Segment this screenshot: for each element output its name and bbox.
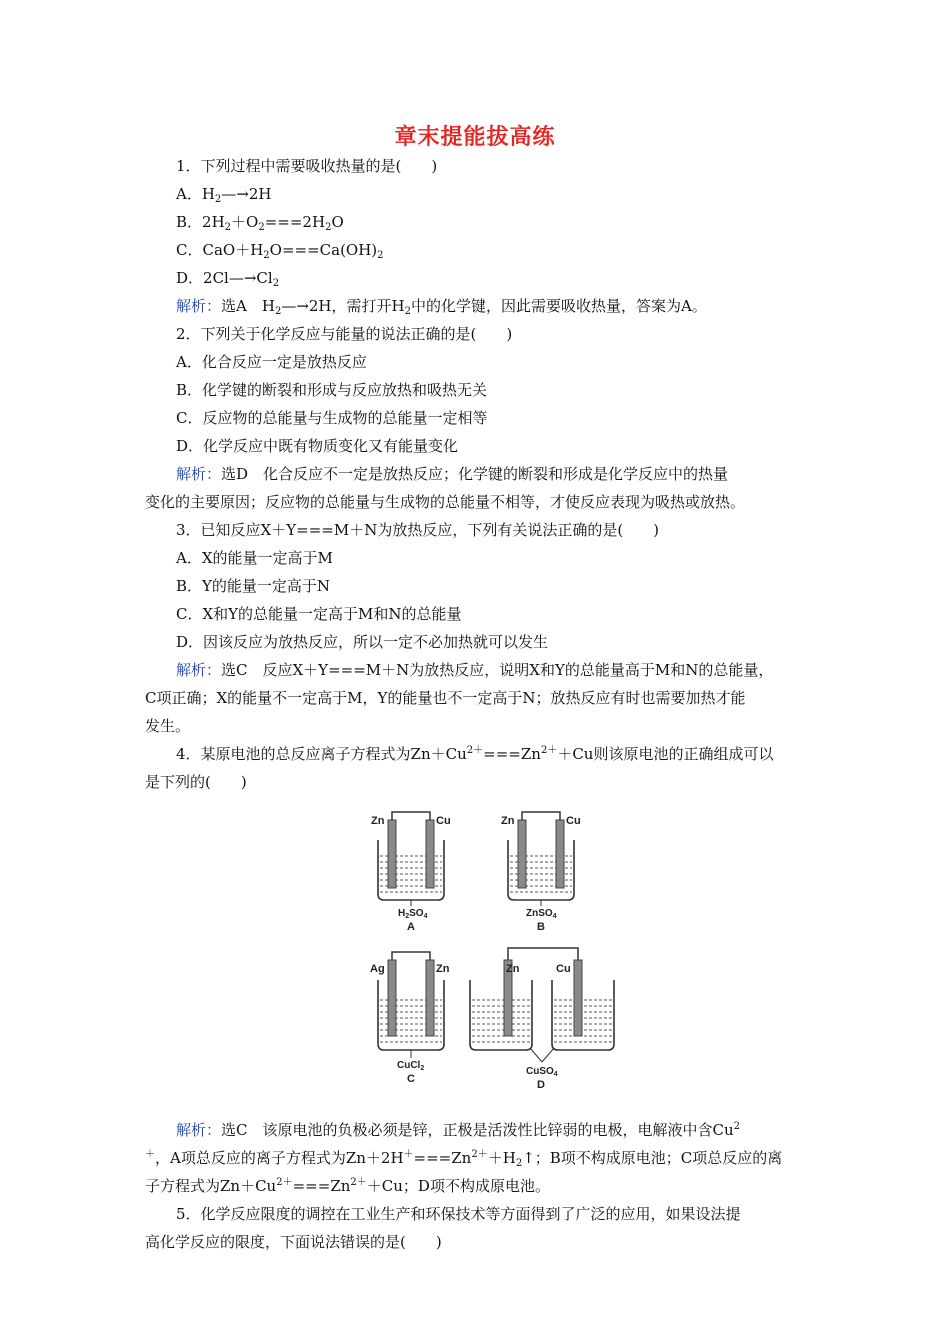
q4-stem-line2: 是下列的( ) [145,773,247,791]
electrode-label-a-right: Cu [436,815,451,827]
electrode-label-b-left: Zn [501,815,515,827]
q1-option-a: A．$H_2—\to 2H$ [176,185,272,205]
q1-analysis: 解析：选A $H_2—\to 2H$，需打开$H_2$中的化学键，因此需要吸收热量，答案为A。 [176,297,707,317]
q3-stem: 3．已知反应X＋Y===M＋N为放热反应，下列有关说法正确的是( ) [176,521,660,539]
electrode-c-left [388,960,396,1036]
electrode-label-d-right: Cu [556,963,571,975]
q3-option-b: B．Y的能量一定高于N [176,577,331,595]
q2-option-a: A．化合反应一定是放热反应 [176,353,367,371]
electrode-label-d-left: Zn [506,963,520,975]
electrode-c-right [426,960,434,1036]
setup-letter-b: B [537,921,545,933]
electrode-label-c-left: Ag [370,963,385,975]
analysis-label: 解析： [176,297,222,315]
electrode-label-a-left: Zn [371,815,385,827]
wire-a [392,812,430,822]
electrolyte-d: CuSO$_4$ [526,1066,558,1078]
setup-letter-c: C [407,1073,415,1085]
q4-analysis-line3: 子方程式为$Zn+Cu^{2+}===Zn^{2+}+Cu$；D项不构成原电池。 [145,1177,550,1195]
cell-setup-b [501,812,581,933]
wire-d [508,948,578,962]
analysis-label: 解析： [176,661,222,679]
q1-option-b: B．$2H_2+O_2===2H_2O$ [176,213,344,233]
electrode-label-b-right: Cu [566,815,581,827]
wire-b [522,812,560,822]
beaker-d-left [470,980,532,1050]
q5-stem-line1: 5．化学反应限度的调控在工业生产和环保技术等方面得到了广泛的应用，如果设法提 [176,1205,741,1223]
q4-stem-line1: 4．某原电池的总反应离子方程式为$Zn+Cu^{2+}===Zn^{2+}+Cu$则该原电池的正确组成可以 [176,745,774,763]
cell-setup-a [371,812,451,933]
q1-stem: 1．下列过程中需要吸收热量的是( ) [176,157,438,175]
electrolyte-c: CuCl$_2$ [397,1060,425,1072]
analysis-label: 解析： [176,465,222,483]
q2-option-d: D．化学反应中既有物质变化又有能量变化 [176,437,459,455]
electrode-a-right [426,820,434,888]
page-title: 章末提能拔高练 [394,125,556,150]
beaker-d-right [552,980,614,1050]
electrode-b-left [518,820,526,888]
q5-stem-line2: 高化学反应的限度，下面说法错误的是( ) [145,1233,442,1251]
q3-analysis-line3: 发生。 [145,717,191,735]
q3-analysis-line2: C项正确；X的能量不一定高于M，Y的能量也不一定高于N；放热反应有时也需要加热才能 [145,689,746,707]
electrode-d-right [574,960,582,1036]
setup-letter-a: A [407,921,415,933]
electrode-b-right [556,820,564,888]
wire-c [392,952,430,962]
q3-analysis-line1: 解析：选C 反应X＋Y===M＋N为放热反应，说明X和Y的总能量高于M和N的总能量， [176,661,774,679]
q2-analysis-line2: 变化的主要原因；反应物的总能量与生成物的总能量不相等，才使反应表现为吸热或放热。 [145,493,746,511]
electrolyte-b: ZnSO$_4$ [526,908,557,920]
cell-setup-c [370,952,450,1085]
galvanic-cell-figure [360,800,620,1118]
electrode-label-c-right: Zn [436,963,450,975]
analysis-label: 解析： [176,1121,222,1139]
q3-option-c: C．X和Y的总能量一定高于M和N的总能量 [176,605,462,623]
cell-setup-d [470,948,614,1091]
q2-analysis-line1: 解析：选D 化合反应不一定是放热反应；化学键的断裂和形成是化学反应中的热量 [176,465,729,483]
q2-stem: 2．下列关于化学反应与能量的说法正确的是( ) [176,325,513,343]
q2-option-c: C．反应物的总能量与生成物的总能量一定相等 [176,409,488,427]
q1-option-c: C．$CaO+H_2O===Ca(OH)_2$ [176,241,384,261]
electrode-a-left [388,820,396,888]
q2-option-b: B．化学键的断裂和形成与反应放热和吸热无关 [176,381,488,399]
setup-letter-d: D [537,1079,545,1091]
q4-analysis-line1: 解析：选C 该原电池的负极必须是锌，正极是活泼性比锌弱的电极，电解液中含Cu$^2$ [176,1121,741,1139]
q3-option-d: D．因该反应为放热反应，所以一定不必加热就可以发生 [176,633,549,651]
q3-option-a: A．X的能量一定高于M [176,549,333,567]
q4-analysis-line2: ＋，A项总反应的离子方程式为$Zn+2H^+===Zn^{2+}+H_2↑$；B项不构成原电池；C项总反应的离 [145,1149,783,1169]
electrolyte-a: $H_2SO_4$ [398,908,428,920]
q1-option-d: D．$2Cl—\to Cl_2$ [176,269,280,289]
